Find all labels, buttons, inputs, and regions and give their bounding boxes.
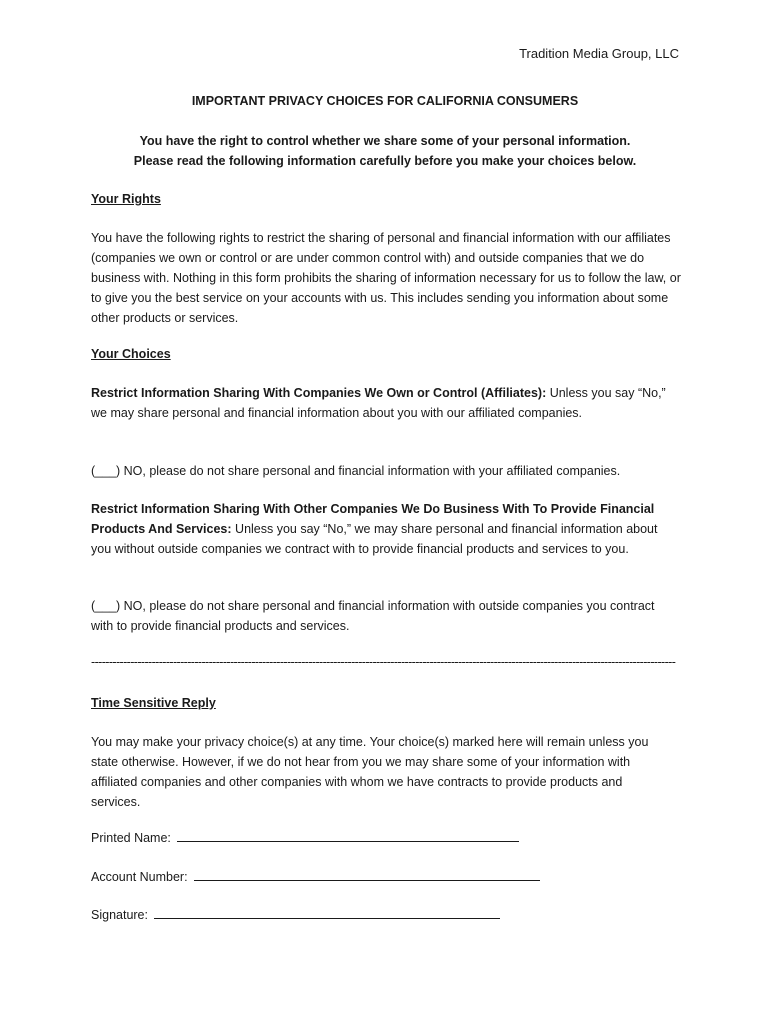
rights-body: You have the following rights to restrict the sharing of personal and financial information with our affiliates (companies we own or control or are under common control with) and outside companies that we do business with. Nothing in this form prohibits the sharing of information necessary for us to follow the law, or to give you the best service on your accounts with us. This includes sending you information about some other products or services. bbox=[91, 231, 681, 325]
account-number-line[interactable] bbox=[194, 868, 540, 881]
outside-text: Unless you say “No,” we may share personal and financial information about you without outside companies we contract with to provide financial products and services to you. bbox=[91, 522, 658, 556]
intro-line-1: You have the right to control whether we share some of your personal information. bbox=[139, 134, 631, 148]
signature-line[interactable] bbox=[154, 906, 500, 919]
account-number-label: Account Number: bbox=[91, 870, 188, 884]
choices-heading: Your Choices bbox=[91, 347, 171, 361]
affiliates-title: Restrict Information Sharing With Companies We Own or Control (Affiliates): bbox=[91, 386, 547, 400]
printed-name-field[interactable] bbox=[91, 829, 519, 845]
affiliates-paragraph bbox=[91, 383, 681, 423]
company-name: Tradition Media Group, LLC bbox=[519, 46, 679, 61]
intro-line-2: Please read the following information carefully before you make your choices below. bbox=[133, 154, 637, 168]
reply-body: You may make your privacy choice(s) at any time. Your choice(s) marked here will remain unless you state otherwise. However, if we do not hear from you we may share some of your information with affiliated companies and other companies with whom we have contracts to provide products and services. bbox=[91, 735, 649, 809]
outside-optout: (___) NO, please do not share personal and financial information with outside companies you contract with to provide financial products and services. bbox=[91, 599, 655, 633]
affiliates-text: Unless you say “No,” we may share personal and financial information about you with our affiliated companies. bbox=[91, 386, 666, 420]
affiliates-optout: (___) NO, please do not share personal and financial information with your affiliated companies. bbox=[91, 464, 621, 478]
printed-name-label: Printed Name: bbox=[91, 831, 171, 845]
rights-heading: Your Rights bbox=[91, 192, 161, 206]
printed-name-line[interactable] bbox=[177, 829, 519, 842]
account-number-field[interactable] bbox=[91, 868, 540, 884]
reply-heading: Time Sensitive Reply bbox=[91, 696, 216, 710]
outside-paragraph bbox=[91, 499, 676, 559]
signature-field[interactable] bbox=[91, 906, 500, 922]
outside-title: Restrict Information Sharing With Other Companies We Do Business With To Provide Financial Products And Services: bbox=[91, 502, 655, 536]
signature-label: Signature: bbox=[91, 908, 148, 922]
intro-statement bbox=[60, 131, 710, 171]
document-title: IMPORTANT PRIVACY CHOICES FOR CALIFORNIA CONSUMERS bbox=[191, 94, 579, 108]
cut-line-divider: -------------------------------------------------------------------------------------------------------------------------------------------------------------------- bbox=[91, 655, 676, 669]
